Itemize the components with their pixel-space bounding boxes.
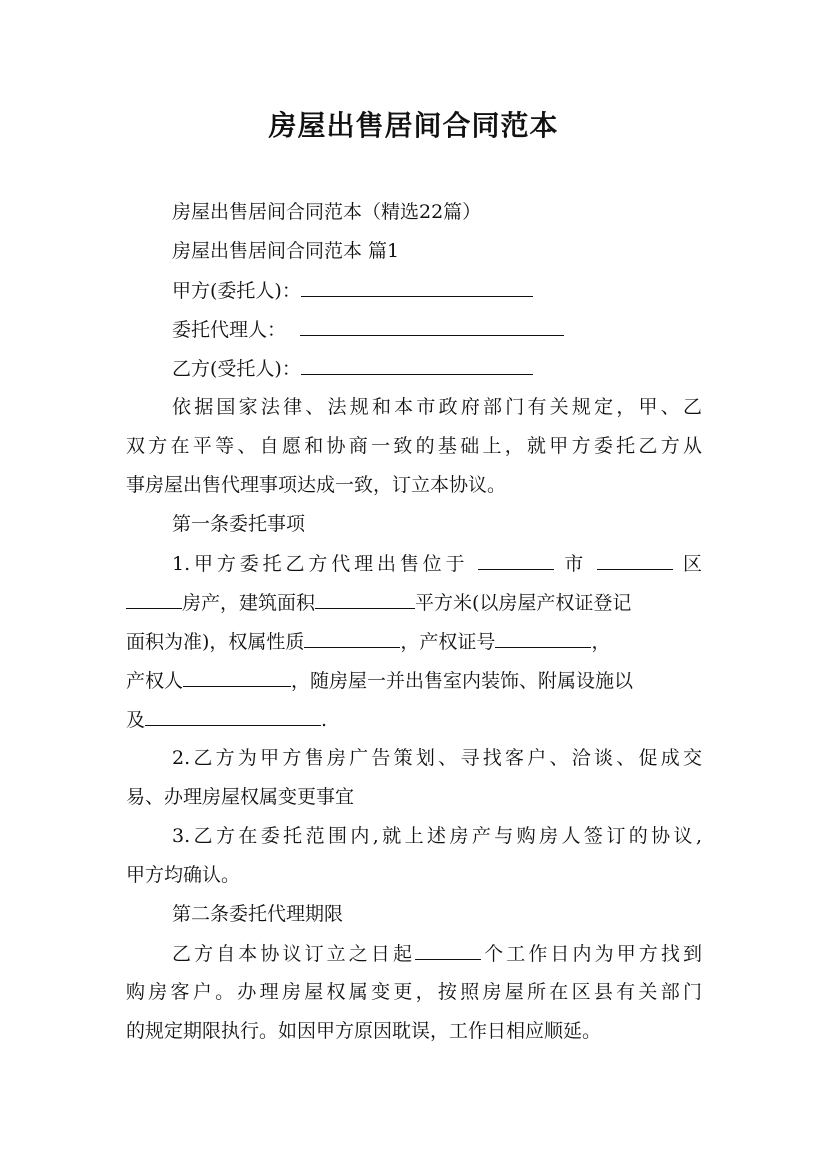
agent-blank[interactable]: [300, 315, 564, 336]
agent-line: [172, 315, 702, 344]
city-blank[interactable]: [478, 549, 554, 570]
text-span: 市: [564, 553, 588, 575]
owner-blank[interactable]: [183, 666, 291, 687]
paragraph-line: 购房客户。办理房屋权属变更，按照房屋所在区县有关部门: [126, 981, 702, 1003]
party-a-line: [172, 276, 702, 305]
district-blank[interactable]: [597, 549, 673, 570]
text-span: ，产权证号: [400, 631, 496, 653]
text-span: .: [321, 709, 328, 731]
paragraph-line: 依据国家法律、法规和本市政府部门有关规定，甲、乙: [172, 396, 702, 418]
property-blank[interactable]: [126, 588, 182, 609]
fixtures-blank[interactable]: [145, 705, 321, 726]
party-b-line: [172, 354, 702, 383]
item-line: [126, 705, 702, 734]
item-line: 甲方均确认。: [126, 864, 241, 886]
item-line: [126, 588, 702, 617]
paragraph-line: 双方在平等、自愿和协商一致的基础上，就甲方委托乙方从: [126, 435, 702, 457]
text-span: ，: [591, 631, 611, 653]
item-line: 3.乙方在委托范围内,就上述房产与购房人签订的协议,: [172, 825, 702, 847]
party-a-blank[interactable]: [301, 276, 533, 297]
text-span: 面积为准)，权属性质: [126, 631, 305, 653]
paragraph-line: [172, 939, 702, 968]
item-line: 2.乙方为甲方售房广告策划、寻找客户、洽谈、促成交: [172, 747, 702, 769]
party-a-label: 甲方(委托人)：: [172, 280, 301, 302]
section-heading: 房屋出售居间合同范本 篇1: [172, 240, 400, 262]
workdays-blank[interactable]: [415, 939, 481, 960]
intro-line: 房屋出售居间合同范本（精选22篇）: [172, 201, 482, 223]
text-span: 乙方自本协议订立之日起: [172, 943, 416, 965]
item-line: [126, 666, 702, 695]
text-span: ，随房屋一并出售室内装饰、附属设施以: [291, 670, 634, 692]
party-b-blank[interactable]: [301, 354, 533, 375]
text-span: 个工作日内为甲方找到: [481, 943, 702, 965]
certificate-number-blank[interactable]: [495, 627, 591, 648]
paragraph-line: 的规定期限执行。如因甲方原因耽误，工作日相应顺延。: [126, 1020, 602, 1042]
text-span: 平方米(以房屋产权证登记: [415, 592, 632, 614]
text-span: 及: [126, 709, 146, 731]
ownership-type-blank[interactable]: [304, 627, 400, 648]
article-heading: 第一条委托事项: [172, 513, 306, 535]
item-line: 易、办理房屋权属变更事宜: [126, 786, 355, 808]
item-line: [126, 627, 702, 656]
item-line: [172, 549, 702, 578]
text-span: 区: [683, 553, 703, 575]
text-span: 房产，建筑面积: [182, 592, 316, 614]
document-title: 房屋出售居间合同范本: [268, 109, 559, 142]
article-heading: 第二条委托代理期限: [172, 903, 344, 925]
text-span: 产权人: [126, 670, 184, 692]
area-blank[interactable]: [315, 588, 415, 609]
paragraph-line: 事房屋出售代理事项达成一致，订立本协议。: [126, 474, 507, 496]
party-b-label: 乙方(受托人)：: [172, 358, 301, 380]
agent-label: 委托代理人：: [172, 319, 287, 341]
text-span: 1.甲方委托乙方代理出售位于: [172, 553, 469, 575]
